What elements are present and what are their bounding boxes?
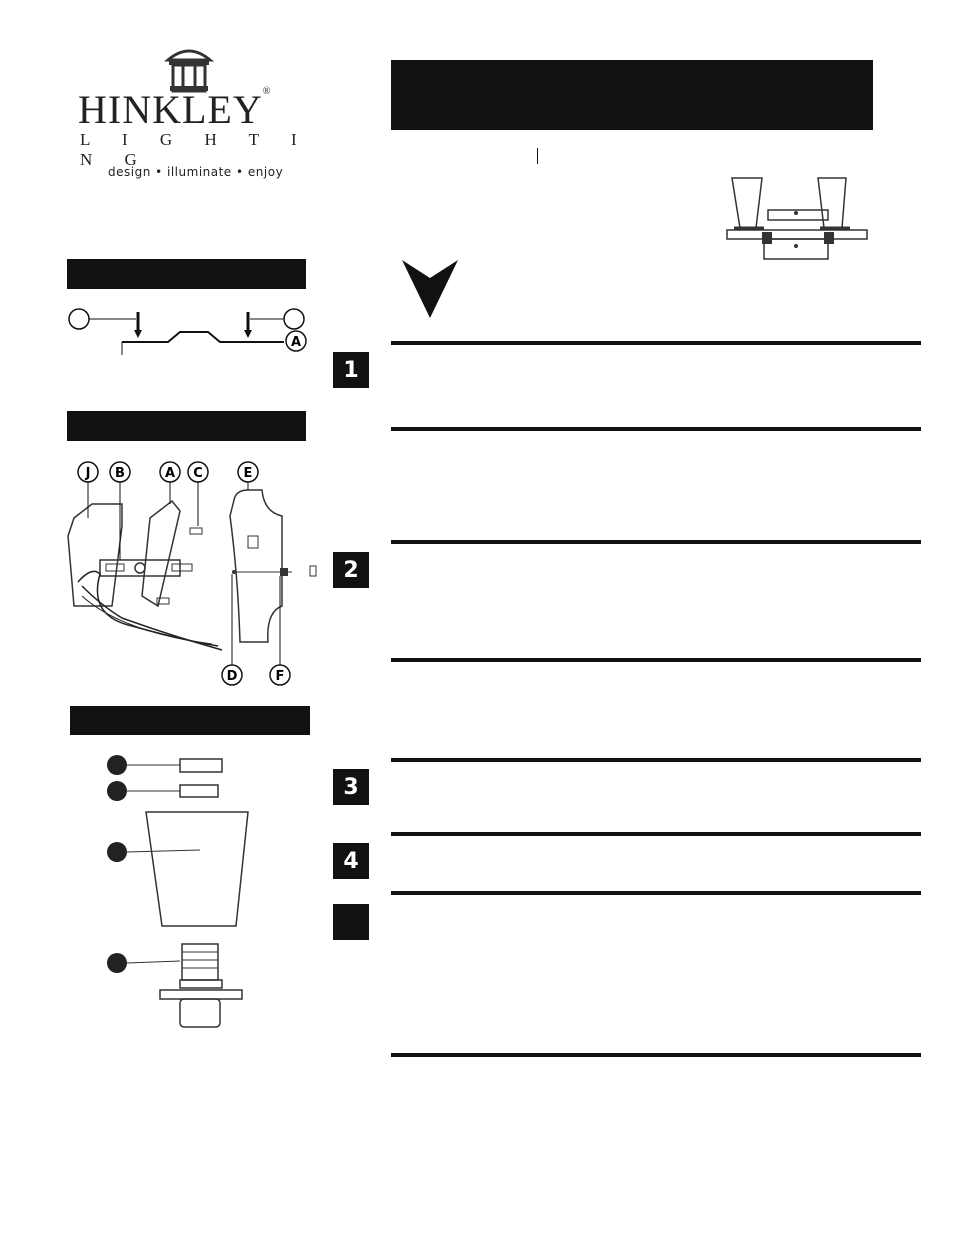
rule-3	[391, 540, 921, 544]
callout-part-1	[107, 755, 127, 775]
part-finial-nut	[180, 759, 222, 772]
label-d: D	[226, 669, 238, 684]
divider-tick	[537, 148, 538, 164]
rule-2	[391, 427, 921, 431]
brand-logo	[66, 40, 316, 190]
fixture-bracket-bar	[768, 210, 828, 220]
section-header-mounting	[67, 259, 306, 289]
step-4-box: 4	[333, 843, 369, 879]
step-3-box: 3	[333, 769, 369, 805]
registered-mark: ®	[262, 86, 272, 97]
section-header-parts	[70, 706, 310, 735]
fixture-canopy	[764, 239, 828, 259]
label-f: F	[275, 669, 285, 684]
mounting-strap	[122, 332, 284, 342]
rule-6	[391, 832, 921, 836]
warning-arrow-icon	[402, 258, 458, 320]
wiring-diagram	[62, 456, 322, 690]
brand-sub: L I G H T I N G	[80, 130, 311, 169]
rule-1	[391, 341, 921, 345]
step-5-box	[333, 904, 369, 940]
junction-box	[68, 504, 122, 606]
label-b: B	[115, 466, 125, 481]
fixture-illustration	[724, 170, 872, 262]
mounting-strap-diagram	[60, 300, 320, 370]
step-2-box: 2	[333, 552, 369, 588]
fixture-backplate	[727, 230, 867, 239]
rule-4	[391, 658, 921, 662]
parts-diagram	[100, 748, 260, 1038]
brand-tagline: design • illuminate • enjoy	[108, 165, 284, 179]
crossbar	[142, 501, 180, 606]
section-header-wiring	[67, 411, 306, 441]
callout-right	[284, 309, 304, 329]
callout-left	[69, 309, 89, 329]
label-a: A	[164, 466, 176, 481]
fixture-left-shade	[732, 178, 762, 228]
title-bar	[391, 60, 873, 130]
brand-name: HINKLEY	[78, 87, 263, 132]
part-ring	[180, 785, 218, 797]
step-1-box: 1	[333, 352, 369, 388]
label-e: E	[243, 466, 253, 481]
rule-7	[391, 891, 921, 895]
callout-part-4	[107, 953, 127, 973]
label-c: C	[193, 466, 203, 481]
part-socket	[182, 944, 218, 980]
wall-plate	[230, 490, 282, 642]
rule-8	[391, 1053, 921, 1057]
rule-5	[391, 758, 921, 762]
part-glass-shade	[146, 812, 248, 926]
callout-part-2	[107, 781, 127, 801]
label-j: J	[85, 466, 91, 481]
label-a-mount: A	[290, 335, 302, 350]
callout-part-3	[107, 842, 127, 862]
